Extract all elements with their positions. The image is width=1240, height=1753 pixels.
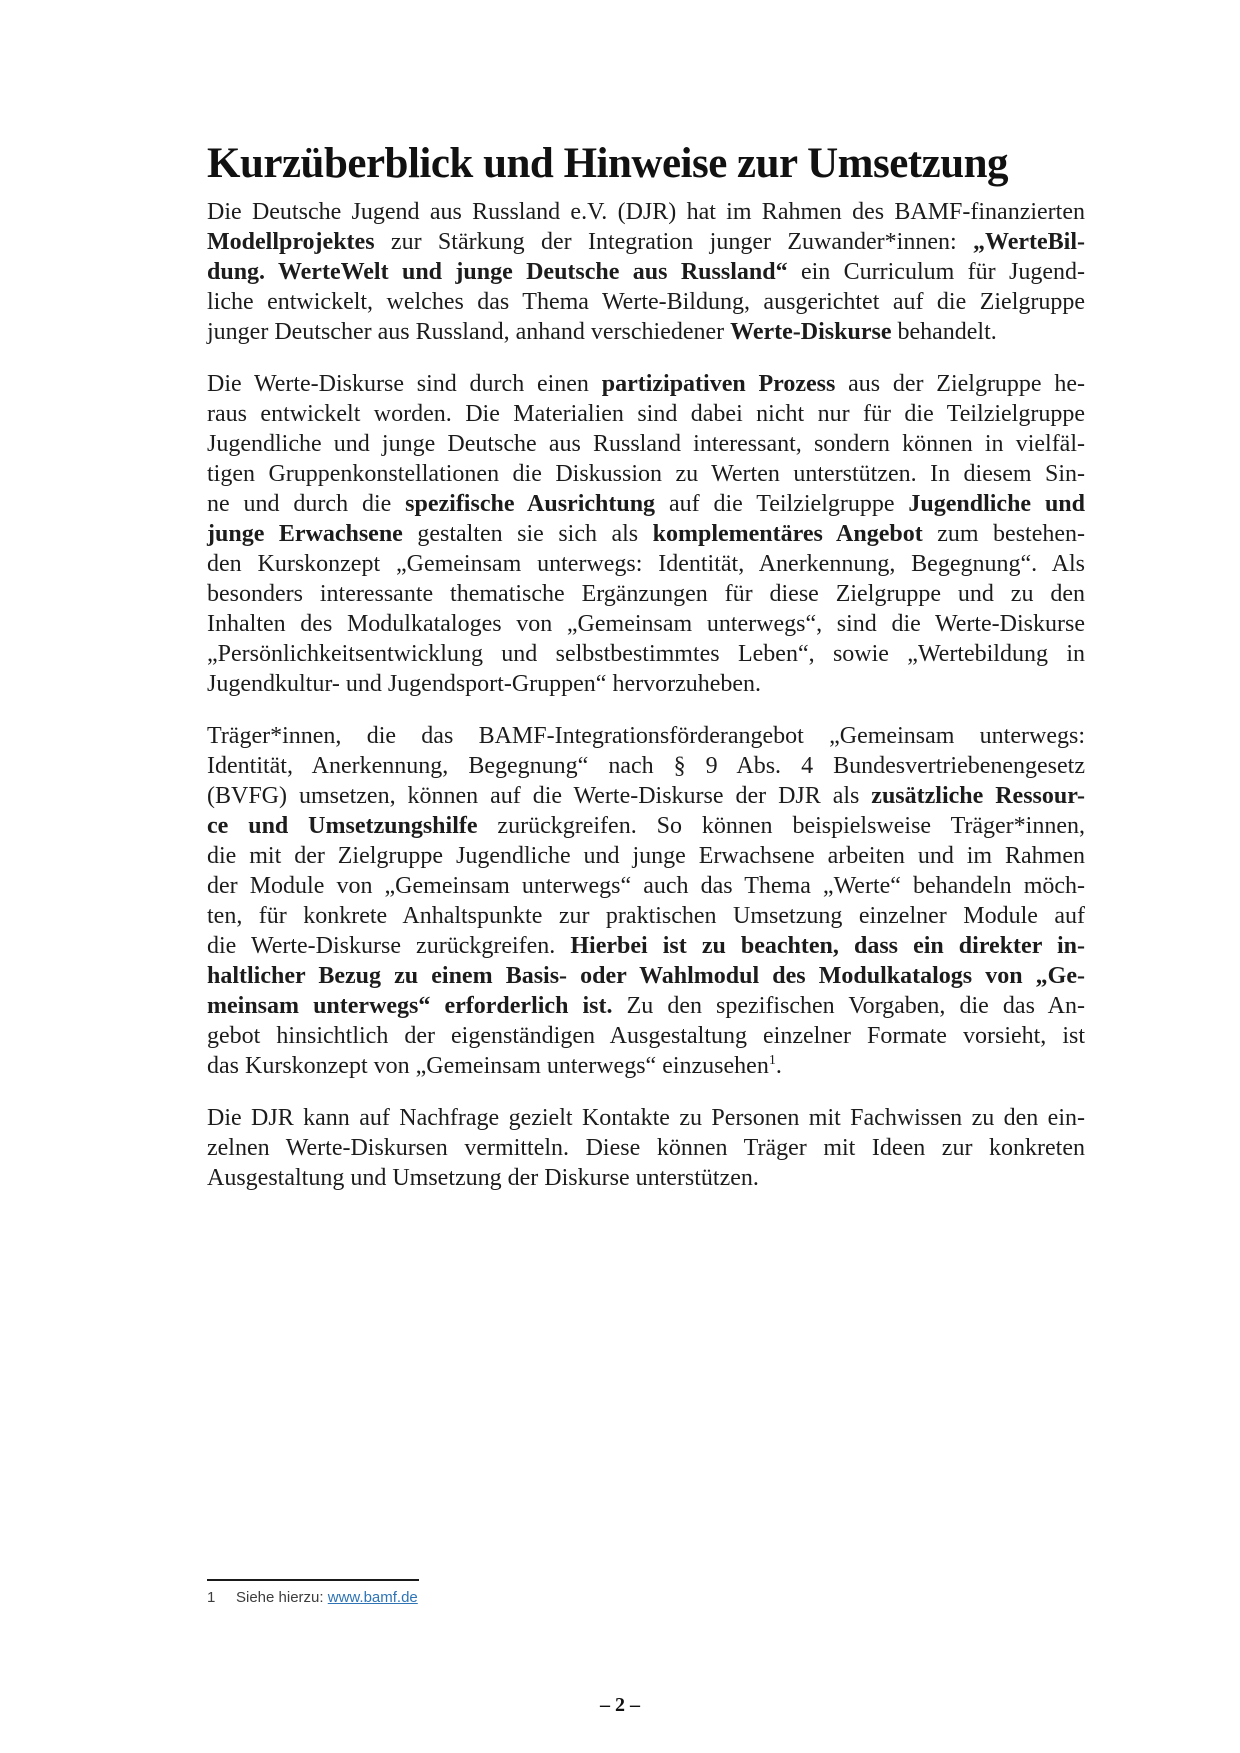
text-line: meinsam unterwegs“ erforderlich ist. Zu den spezifischen Vorgaben, die das An- (207, 993, 1085, 1019)
text-line: Inhalten des Modulkataloges von „Gemeinsam unterwegs“, sind die Werte-Diskurse (207, 611, 1085, 637)
footnote-line (207, 1589, 907, 1606)
body-text (207, 197, 1085, 1193)
footnote-separator (207, 1579, 419, 1581)
paragraph (207, 369, 1085, 699)
text-line: besonders interessante thematische Ergänzungen für diese Zielgruppe und zu den (207, 581, 1085, 607)
document-page (207, 138, 1085, 1215)
text-line: Identität, Anerkennung, Begegnung“ nach § 9 Abs. 4 Bundesvertriebenengesetz (207, 753, 1085, 779)
text-line: haltlicher Bezug zu einem Basis- oder Wahlmodul des Modulkatalogs von „Ge- (207, 963, 1085, 989)
text-line: Jugendkultur- und Jugendsport-Gruppen“ hervorzuheben. (207, 671, 762, 697)
footnote-marker: 1 (207, 1589, 216, 1606)
text-line: junge Erwachsene gestalten sie sich als komplementäres Angebot zum bestehen- (207, 521, 1086, 547)
text-line: (BVFG) umsetzen, können auf die Werte-Diskurse der DJR als zusätzliche Ressour- (207, 783, 1085, 809)
text-line: das Kurskonzept von „Gemeinsam unterwegs“ einzusehen$^1$. (207, 1053, 782, 1079)
bamf-link[interactable]: www.bamf.de (327, 1589, 418, 1606)
text-line: gebot hinsichtlich der eigenständigen Ausgestaltung einzelner Formate vorsieht, ist (207, 1023, 1085, 1049)
text-line: ne und durch die spezifische Ausrichtung auf die Teilzielgruppe Jugendliche und (207, 491, 1085, 517)
text-line: Träger*innen, die das BAMF-Integrationsförderangebot „Gemeinsam unterwegs: (207, 723, 1085, 749)
paragraph (207, 1103, 1085, 1193)
page-title: Kurzüberblick und Hinweise zur Umsetzung (207, 140, 1009, 187)
text-line: „Persönlichkeitsentwicklung und selbstbestimmtes Leben“, sowie „Wertebildung in (207, 641, 1085, 667)
footnote (207, 1579, 907, 1606)
text-line: Ausgestaltung und Umsetzung der Diskurse unterstützen. (207, 1165, 759, 1191)
text-line: den Kurskonzept „Gemeinsam unterwegs: Identität, Anerkennung, Begegnung“. Als (207, 551, 1085, 577)
text-line: junger Deutscher aus Russland, anhand verschiedener Werte-Diskurse behandelt. (207, 319, 997, 345)
text-line: liche entwickelt, welches das Thema Werte-Bildung, ausgerichtet auf die Zielgruppe (207, 289, 1085, 315)
page-number: – 2 – (600, 1694, 640, 1716)
footnote-ref: 1 (768, 1053, 776, 1068)
text-line: ten, für konkrete Anhaltspunkte zur praktischen Umsetzung einzelner Module auf (207, 903, 1085, 929)
text-line: Die Werte-Diskurse sind durch einen partizipativen Prozess aus der Zielgruppe he- (207, 371, 1085, 397)
paragraph (207, 721, 1085, 1081)
text-line: zelnen Werte-Diskursen vermitteln. Diese können Träger mit Ideen zur konkreten (207, 1135, 1085, 1161)
text-line: Jugendliche und junge Deutsche aus Russland interessant, sondern können in vielfäl- (207, 431, 1085, 457)
text-line: raus entwickelt worden. Die Materialien sind dabei nicht nur für die Teilzielgruppe (207, 401, 1085, 427)
paragraph (207, 197, 1085, 347)
text-line: Die DJR kann auf Nachfrage gezielt Kontakte zu Personen mit Fachwissen zu den ein- (207, 1105, 1085, 1131)
text-line: ce und Umsetzungshilfe zurückgreifen. So können beispielsweise Träger*innen, (207, 813, 1085, 839)
text-line: Die Deutsche Jugend aus Russland e.V. (DJR) hat im Rahmen des BAMF-finanzierten (207, 199, 1085, 225)
text-line: die mit der Zielgruppe Jugendliche und junge Erwachsene arbeiten und im Rahmen (207, 843, 1085, 869)
footnote-text: Siehe hierzu: (236, 1589, 328, 1606)
text-line: tigen Gruppenkonstellationen die Diskussion zu Werten unterstützen. In diesem Sin- (207, 461, 1085, 487)
text-line: der Module von „Gemeinsam unterwegs“ auch das Thema „Werte“ behandeln möch- (207, 873, 1085, 899)
text-line: die Werte-Diskurse zurückgreifen. Hierbei ist zu beachten, dass ein direkter in- (207, 933, 1085, 959)
text-line: Modellprojektes zur Stärkung der Integration junger Zuwander*innen: „WerteBil- (207, 229, 1085, 255)
text-line: dung. WerteWelt und junge Deutsche aus Russland“ ein Curriculum für Jugend- (207, 259, 1086, 285)
